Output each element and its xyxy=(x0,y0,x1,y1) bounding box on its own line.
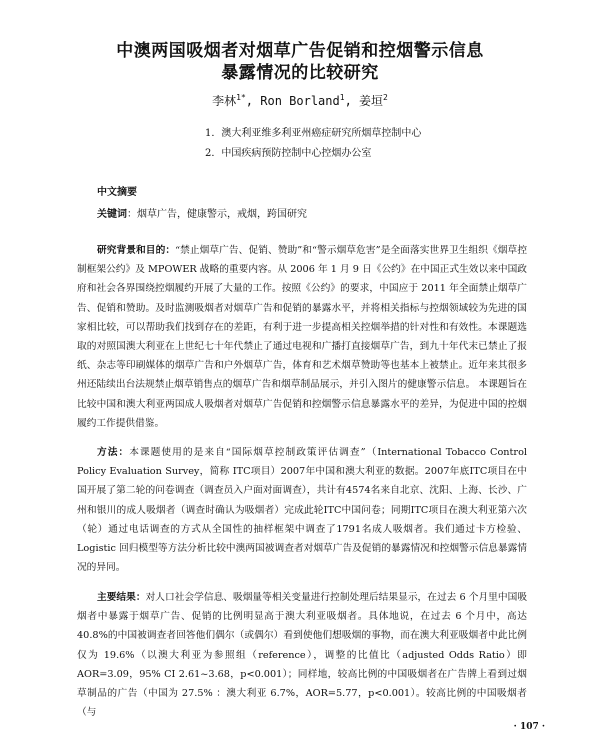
title-line-1: 中澳两国吸烟者对烟草广告促销和控烟警示信息 xyxy=(116,41,484,61)
keywords-label: 关键词 xyxy=(97,209,127,220)
background-text: “禁止烟草广告、促销、赞助”和“警示烟草危害”是全面落实世界卫生组织《烟草控制框架公约》及 MPOWER 战略的重要内容。从 2006 年 1 月 9 日《公约》在中国正式生效以来中国政府和社会各界围绕控烟履约开展了大量的工作。按照《公约》的要求，中国应于 2011 年全面禁止烟草广告、促销和赞助。及时监测吸烟者对烟草广告和促销的暴露水平，并将相关指标与控烟领域较为先进的国家相比较，可以帮助我们找到存在的差距，有利于进一步提高相关控烟举措的针对性和有效性。本课题选取的对照国澳大利亚在上世纪七十年代禁止了通过电视和广播打直接烟草广告，到九十年代末已禁止了报纸、杂志等印刷媒体的烟草广告和户外烟草广告，体育和艺术烟草赞助等也基本上被禁止。近年来其很多州还陆续出台法规禁止烟草销售点的烟草广告和烟草制品展示，并引入图片的健康警示信息。 本课题旨在比较中国和澳大利亚两国成人吸烟者对烟草广告促销和控烟警示信息暴露水平的差异，为促进中国的控烟履约工作提供借鉴。 xyxy=(77,245,527,429)
author-li-lin: 李林 xyxy=(212,94,237,108)
methods-label: 方法： xyxy=(97,447,130,458)
author-li-lin-affiliation: 1* xyxy=(236,93,246,102)
background-label: 研究背景和目的： xyxy=(97,245,176,256)
page-number: · 107 · xyxy=(513,722,545,732)
author-list xyxy=(0,92,600,109)
results-label: 主要结果： xyxy=(97,592,146,603)
affiliation-1: 1．澳大利亚维多利亚州癌症研究所烟草控制中心 xyxy=(205,128,422,139)
author-jiang-yuan-affiliation: 2 xyxy=(383,93,388,102)
author-jiang-yuan: 姜垣 xyxy=(359,94,384,108)
author-separator: , xyxy=(245,94,261,108)
background-paragraph xyxy=(77,241,527,433)
abstract-heading: 中文摘要 xyxy=(97,187,137,198)
title-line-2: 暴露情况的比较研究 xyxy=(221,63,379,83)
methods-text: 本课题使用的是来自“国际烟草控制政策评估调查”（International Tobacco Control Policy Evaluation Survey，简称 ITC项目）2007年中国和澳大利亚的数据。2007年底ITC项目在中国开展了第二轮的问卷调查（调查员入户面对面调查），共计有4574名来自北京、沈阳、上海、长沙、广州和银川的成人吸烟者（调查时确认为吸烟者）完成此轮ITC中国问卷；同期ITC项目在澳大利亚第六次（轮）通过电话调查的方式从全国性的抽样框架中调查了1791名成人吸烟者。我们通过卡方检验、Logistic 回归模型等方法分析比较中澳两国被调查者对烟草广告及促销的暴露情况和控烟警示信息暴露情况的异同。 xyxy=(77,447,527,574)
results-text: 对人口社会学信息、吸烟量等相关变量进行控制处理后结果显示，在过去 6 个月里中国吸烟者中暴露于烟草广告、促销的比例明显高于澳大利亚吸烟者。具体地说，在过去 6 个月中，高达 40.8%的中国被调查者回答他们偶尔（或偶尔）看到使他们想吸烟的事物，而在澳大利亚吸烟者中此比例仅为 19.6%（以澳大利亚为参照组（reference），调整的比值比（adjusted Odds Ratio）即 AOR=3.09，95% CI 2.61~3.68，p<0.001）；同样地，较高比例的中国吸烟者在广告牌上看到过烟草制品的广告（中国为 27.5% ：澳大利亚 6.7%，AOR=5.77，p<0.001）。较高比例的中国吸烟者（与 xyxy=(77,592,528,719)
author-separator: , xyxy=(344,94,360,108)
methods-paragraph xyxy=(77,443,527,577)
affiliation-2: 2．中国疾病预防控制中心控烟办公室 xyxy=(205,148,372,159)
author-ron-borland: Ron Borland xyxy=(260,94,340,108)
author-ron-borland-affiliation: 1 xyxy=(339,93,345,102)
keywords-text: ：烟草广告，健康警示，戒烟，跨国研究 xyxy=(127,209,307,220)
results-paragraph xyxy=(77,588,527,722)
keywords xyxy=(97,205,307,220)
